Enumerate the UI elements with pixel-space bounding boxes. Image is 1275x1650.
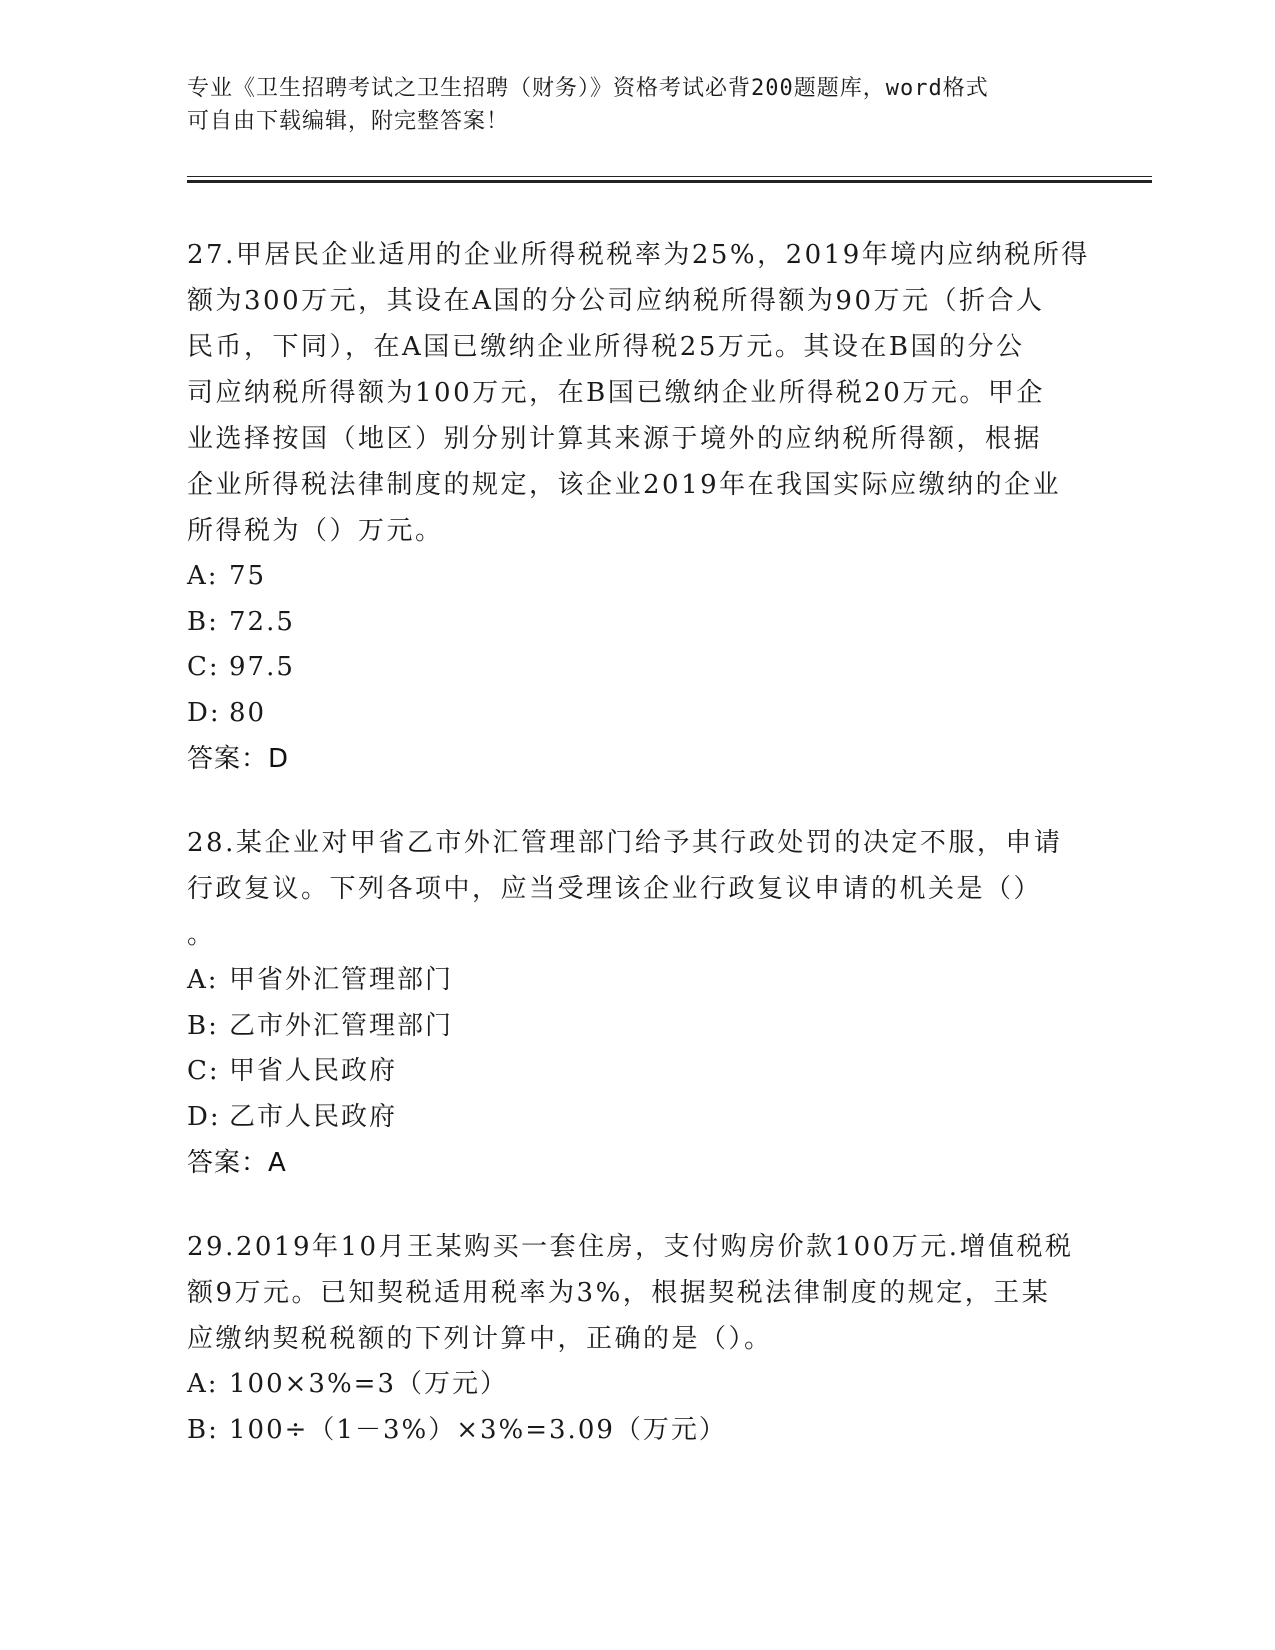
question-spacer [187,782,1087,820]
option-label: A: [187,1369,219,1399]
question-text-line: 27.甲居民企业适用的企业所得税税率为25%，2019年境内应纳税所得 [187,240,1090,270]
question-text-line: 民币，下同），在A国已缴纳企业所得税25万元。其设在B国的分公 [187,332,1025,362]
option-text: 75 [229,561,267,591]
option-label: A: [187,965,219,995]
option-text: 甲省外汇管理部门 [229,965,454,995]
option-d [187,691,1087,737]
option-text: 甲省人民政府 [229,1056,398,1086]
option-b [187,1004,1087,1050]
question-text-line: 28.某企业对甲省乙市外汇管理部门给予其行政处罚的决定不服，申请 [187,828,1063,858]
question-27 [187,232,1090,782]
option-label: B: [187,1010,219,1041]
header-line-1: 专业《卫生招聘考试之卫生招聘（财务）》资格考试必背200题题库，word格式 [187,76,989,101]
header-divider-thick [187,180,1152,183]
question-text-line: 额9万元。已知契税适用税率为3%，根据契税法律制度的规定，王某 [187,1278,1051,1308]
option-text: 乙市外汇管理部门 [229,1010,454,1041]
option-label: A: [187,561,219,591]
option-text: 80 [229,697,267,728]
option-text: 97.5 [229,652,295,682]
option-text: 100×3%=3（万元） [229,1369,508,1399]
option-label: B: [187,606,219,637]
option-b [187,600,1087,646]
option-a [187,1362,1087,1408]
question-text-line: 司应纳税所得额为100万元，在B国已缴纳企业所得税20万元。甲企 [187,378,1045,408]
option-text: 72.5 [229,606,295,637]
option-label: D: [187,697,221,728]
header-line-2: 可自由下载编辑，附完整答案！ [187,109,510,134]
option-label: B: [187,1414,219,1445]
option-label: C: [187,652,220,682]
question-spacer [187,1186,1087,1224]
document-header [187,72,1087,138]
question-text-line: 企业所得税法律制度的规定，该企业2019年在我国实际应缴纳的企业 [187,470,1062,500]
option-text: 乙市人民政府 [229,1101,398,1132]
question-text-line: 。 [187,920,216,950]
option-text: 100÷（1－3%）×3%=3.09（万元） [229,1414,727,1445]
question-text-line: 行政复议。下列各项中，应当受理该企业行政复议申请的机关是（） [187,874,1043,904]
option-c [187,1049,1087,1095]
question-29 [187,1224,1087,1453]
option-a [187,958,1087,1004]
question-28 [187,820,1087,1186]
option-label: C: [187,1056,220,1086]
option-label: D: [187,1101,221,1132]
question-text-line: 额为300万元，其设在A国的分公司应纳税所得额为90万元（折合人 [187,286,1045,316]
option-d [187,1095,1087,1141]
option-c [187,645,1087,691]
question-text-line: 业选择按国（地区）别分别计算其来源于境外的应纳税所得额，根据 [187,424,1043,454]
question-list [187,232,1090,1453]
question-text-line: 应缴纳契税税额的下列计算中，正确的是（）。 [187,1324,773,1354]
question-text-line: 所得税为（）万元。 [187,516,444,546]
option-a [187,554,1087,600]
question-text-line: 29.2019年10月王某购买一套住房，支付购房价款100万元.增值税税 [187,1232,1074,1262]
option-b [187,1408,1087,1454]
header-divider-thin [187,176,1152,177]
answer-text: 答案：A [187,1148,287,1178]
answer-text: 答案：D [187,744,290,774]
